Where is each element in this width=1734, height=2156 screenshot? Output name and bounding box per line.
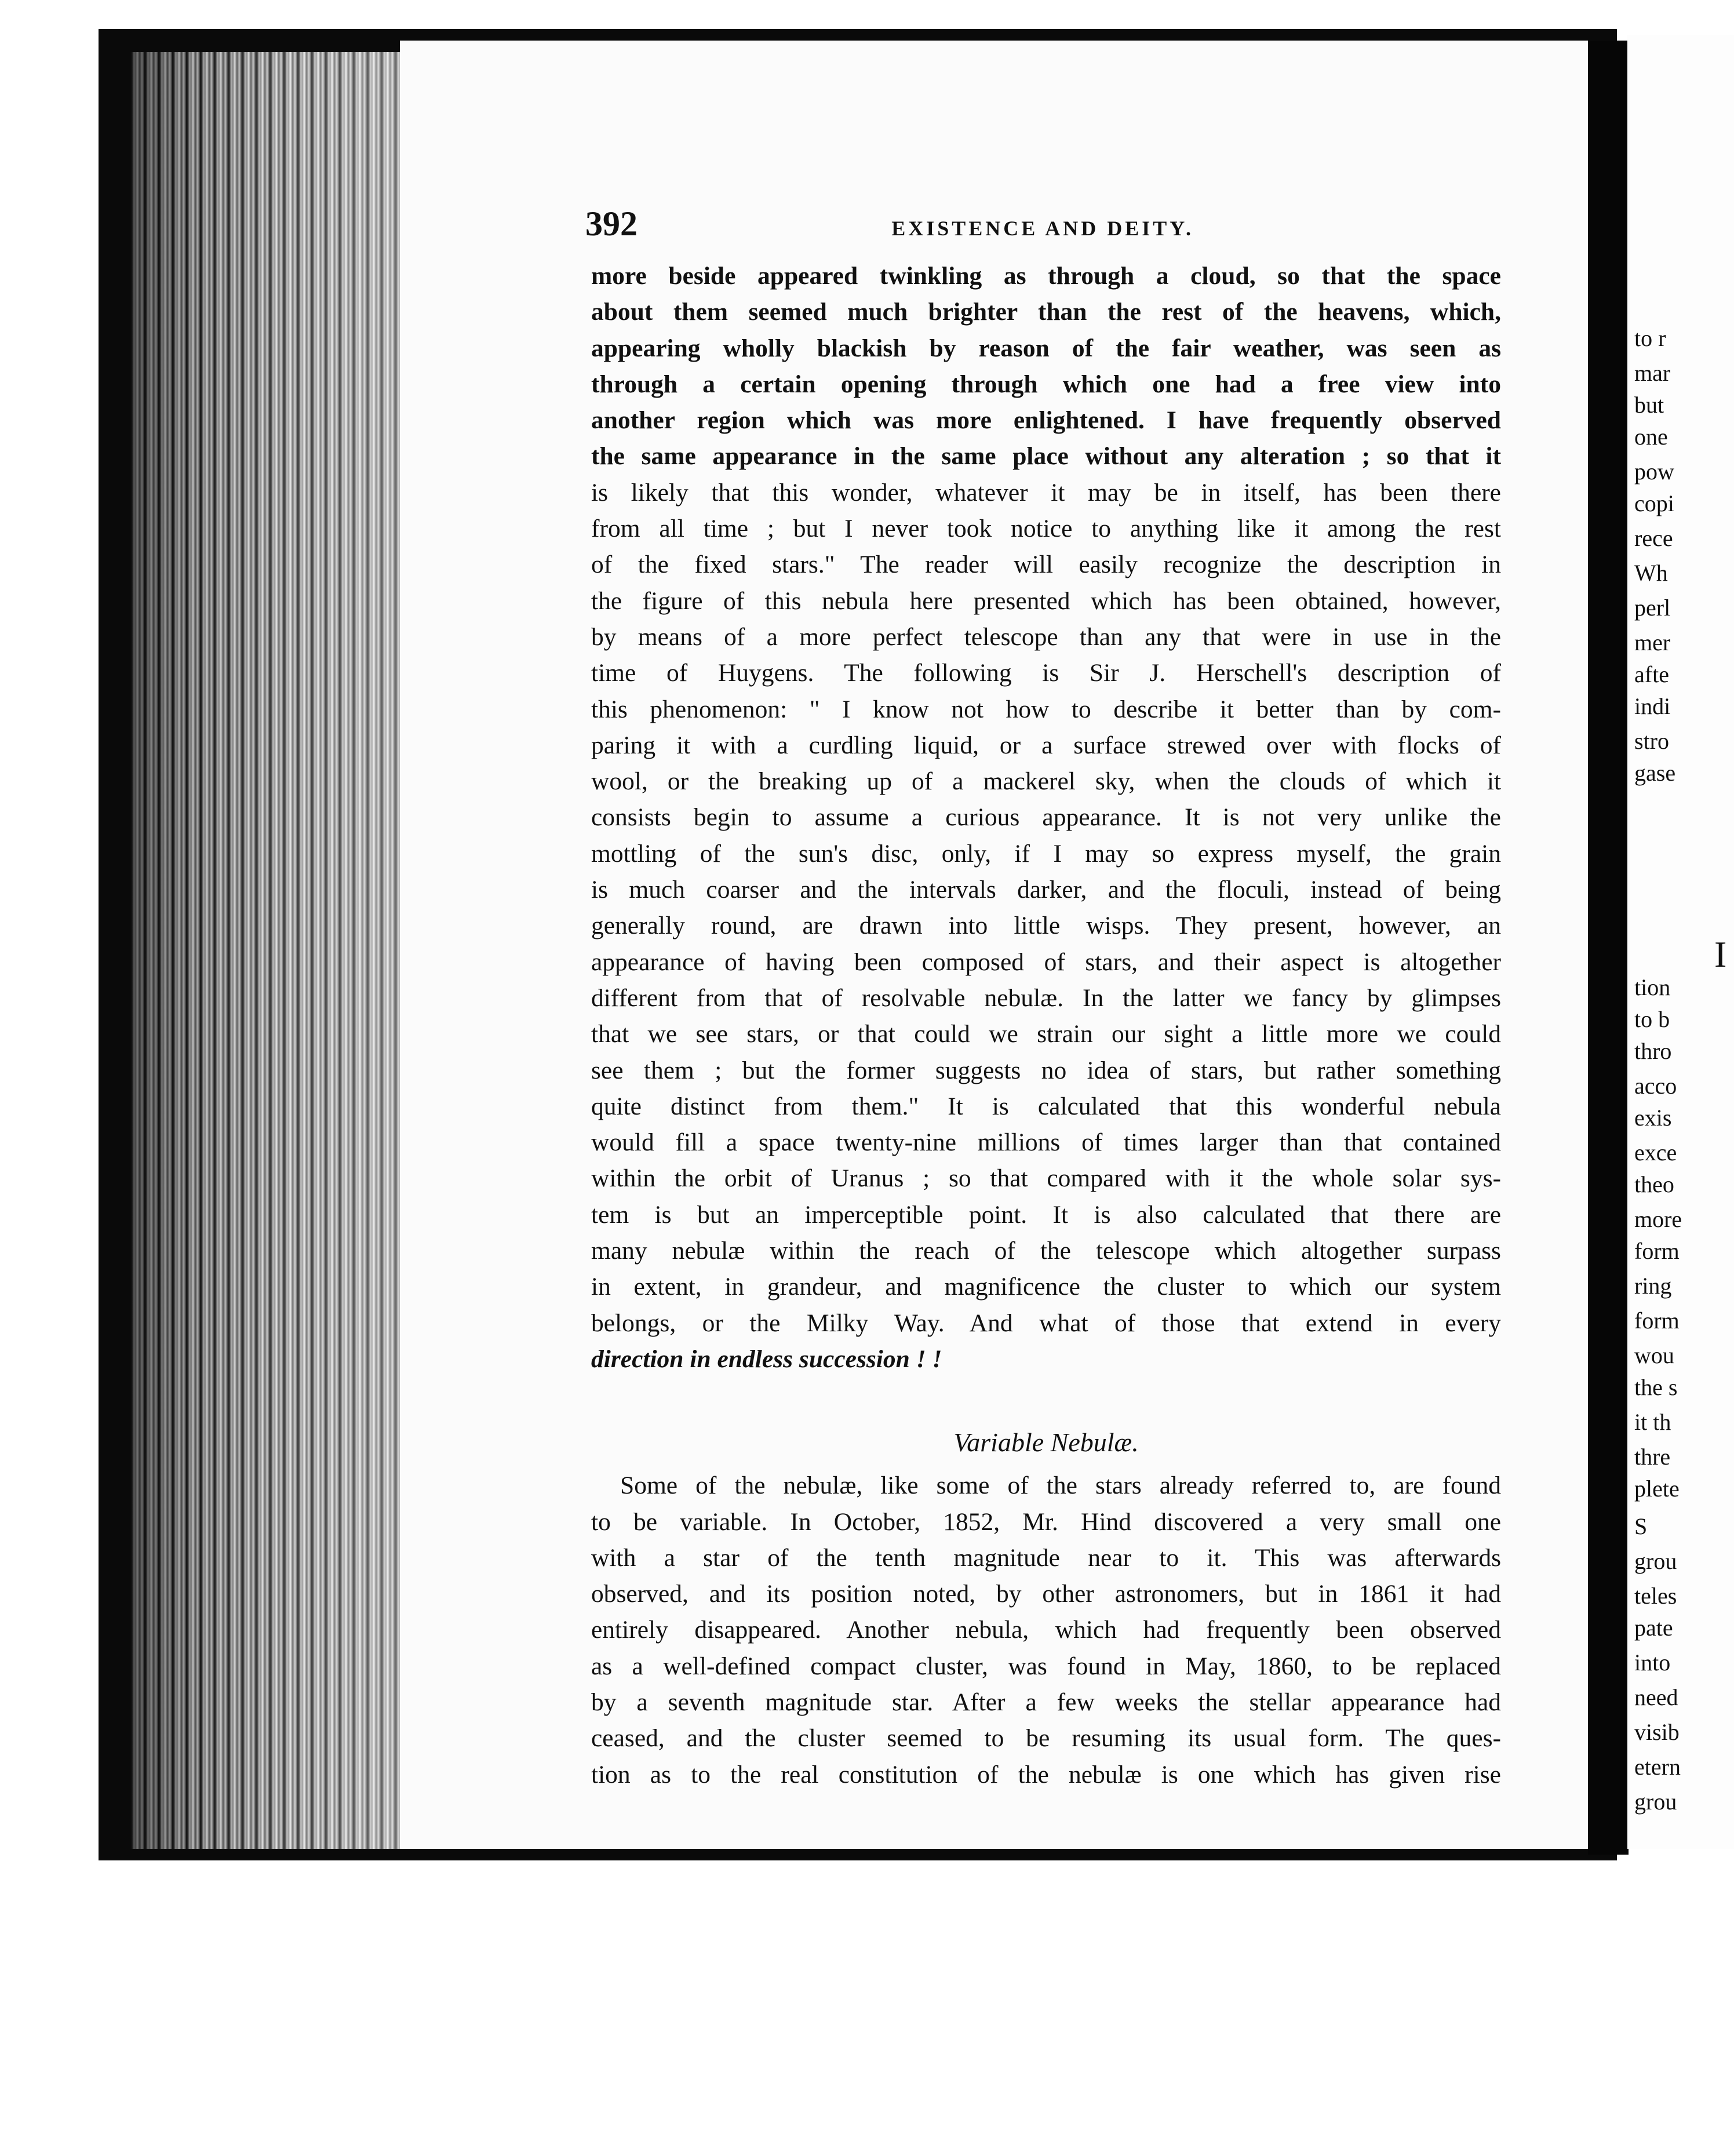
right-page [1627,35,1734,1849]
right-page-fragment: plete [1634,1476,1680,1502]
right-page-fragment: thre [1634,1444,1671,1470]
right-page-fragment: form [1634,1308,1680,1334]
text-line: quite distinct from them." It is calculated that this wonderful nebula [591,1092,1501,1120]
page-header [585,206,1501,258]
text-line: mottling of the sun's disc, only, if I may so express myself, the grain [591,839,1501,868]
page-number: 392 [585,205,638,243]
right-page-fragment: S [1634,1513,1648,1539]
right-page-fragment: wou [1634,1342,1674,1368]
text-line: see them ; but the former suggests no idea of stars, but rather something [591,1056,1501,1084]
right-page-fragment: pate [1634,1615,1673,1641]
right-page-fragment: theo [1634,1171,1674,1197]
right-page-fragment: gase [1634,760,1676,786]
text-line: generally round, are drawn into little wisps. They present, however, an [591,912,1501,940]
book-gutter [1588,41,1629,1855]
section-heading: Variable Nebulæ. [953,1427,1139,1458]
text-line: would fill a space twenty-nine millions of times larger than that contained [591,1128,1501,1157]
right-page-fragment: acco [1634,1073,1677,1099]
right-page-fragment: teles [1634,1583,1677,1609]
right-page-fragment: visib [1634,1719,1680,1745]
right-page-fragment: thro [1634,1038,1672,1064]
page-text-block [585,205,1501,1793]
text-line: time of Huygens. The following is Sir J. Herschell's description of [591,659,1501,687]
text-line: tion as to the real constitution of the nebulæ is one which has given rise [591,1760,1501,1789]
right-page-fragment: indi [1634,693,1671,719]
right-page-fragment: grou [1634,1548,1677,1574]
text-line: different from that of resolvable nebulæ. In the latter we fancy by glimpses [591,984,1501,1012]
right-page-fragment: grou [1634,1789,1677,1815]
text-line: that we see stars, or that could we strain our sight a little more we could [591,1020,1501,1048]
right-page-drop-letter: I [1714,934,1727,975]
right-page-fragment: copi [1634,490,1674,516]
paragraph-1 [591,258,1501,1341]
right-page-fragment: pow [1634,458,1674,485]
text-line: wool, or the breaking up of a mackerel sky, when the clouds of which it [591,767,1501,796]
text-line: through a certain opening through which one had a free view into [591,370,1501,398]
right-page-fragment: ring [1634,1273,1672,1299]
right-page-fragment: form [1634,1238,1680,1264]
right-page-fragment: it th [1634,1409,1671,1435]
right-page-fragment: need [1634,1684,1678,1710]
text-line: is likely that this wonder, whatever it may be in itself, has been there [591,478,1501,507]
text-line: consists begin to assume a curious appearance. It is not very unlike the [591,803,1501,832]
paragraph-1-last-line: direction in endless succession ! ! [591,1345,942,1373]
right-page-fragment: stro [1634,728,1669,754]
text-line: the same appearance in the same place without any alteration ; so that it [591,442,1501,471]
text-line: to be variable. In October, 1852, Mr. Hind discovered a very small one [591,1507,1501,1536]
text-line: observed, and its position noted, by other astronomers, but in 1861 it had [591,1580,1501,1608]
text-line: tem is but an imperceptible point. It is also calculated that there are [591,1200,1501,1229]
right-page-fragment: perl [1634,595,1671,621]
text-line: Some of the nebulæ, like some of the stars already referred to, are found [620,1472,1501,1500]
right-page-fragment: etern [1634,1754,1681,1780]
text-line: belongs, or the Milky Way. And what of those that extend in every [591,1309,1501,1337]
right-page-fragment: exce [1634,1139,1677,1166]
text-line: in extent, in grandeur, and magnificence the cluster to which our system [591,1273,1501,1301]
text-line: as a well-defined compact cluster, was found in May, 1860, to be replaced [591,1652,1501,1680]
right-page-fragment: tion [1634,974,1671,1000]
text-line: by means of a more perfect telescope than any that were in use in the [591,622,1501,651]
right-page-fragment: into [1634,1649,1671,1676]
right-page-fragment: rece [1634,525,1673,551]
text-line: is much coarser and the intervals darker, and the floculi, instead of being [591,876,1501,904]
paragraph-2 [591,1467,1501,1793]
right-page-fragment: to r [1634,325,1666,351]
right-page-fragment: exis [1634,1105,1672,1131]
right-page-fragment: afte [1634,661,1669,687]
text-line: another region which was more enlightened. I have frequently observed [591,406,1501,435]
text-line: within the orbit of Uranus ; so that compared with it the whole solar sys- [591,1164,1501,1193]
text-line: many nebulæ within the reach of the telescope which altogether surpass [591,1237,1501,1265]
right-page-fragment: mar [1634,360,1671,386]
right-page-fragment: more [1634,1206,1682,1232]
page-edges-shading [130,52,403,1849]
right-page-fragment: the s [1634,1374,1678,1400]
text-line: entirely disappeared. Another nebula, which had frequently been observed [591,1616,1501,1644]
right-page-fragment: Wh [1634,560,1668,586]
text-line: appearing wholly blackish by reason of the fair weather, was seen as [591,334,1501,362]
text-line: about them seemed much brighter than the rest of the heavens, which, [591,298,1501,326]
text-line: from all time ; but I never took notice to anything like it among the rest [591,515,1501,543]
right-page-fragment: to b [1634,1006,1670,1032]
running-head: EXISTENCE AND DEITY. [891,217,1194,240]
text-line: with a star of the tenth magnitude near to it. This was afterwards [591,1543,1501,1572]
text-line: paring it with a curdling liquid, or a surface strewed over with flocks of [591,731,1501,759]
text-line: ceased, and the cluster seemed to be resuming its usual form. The ques- [591,1724,1501,1753]
right-page-fragment: one [1634,424,1668,450]
text-line: appearance of having been composed of stars, and their aspect is altogether [591,948,1501,976]
text-line: of the fixed stars." The reader will easily recognize the description in [591,551,1501,579]
text-line: by a seventh magnitude star. After a few weeks the stellar appearance had [591,1688,1501,1716]
right-page-fragment: mer [1634,629,1671,655]
text-line: more beside appeared twinkling as through a cloud, so that the space [591,262,1501,290]
text-line: the figure of this nebula here presented which has been obtained, however, [591,587,1501,615]
right-page-fragment: but [1634,392,1664,418]
text-line: this phenomenon: " I know not how to describe it better than by com- [591,695,1501,723]
